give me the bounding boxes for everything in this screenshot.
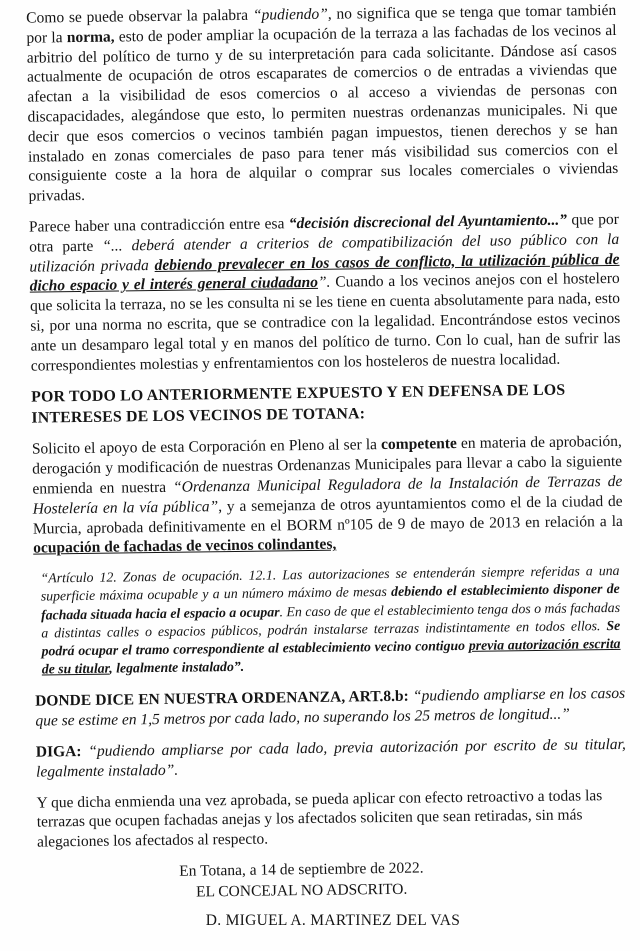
text-run: esto de poder ampliar la ocupación de la terraza a las fachadas de los vecinos al arbitrio del político de turno y de su interpretación para cada solicitante. Dándose así casos actualmente de ocupación de otros escaparates de comercios o de entradas a viviendas que afectan a la visibilidad de esos comercios o al acceso a viviendas de personas con discapacidades, alegándose que esto, lo permiten nuestras ordenanzas municipales. Ni que decir que esos comercios o vecinos también pagan impuestos, tienen derechos y se han instalado en zonas comerciales de paso para tener más visibilidad sus comercios con el consiguiente coste a la hora de alquilar o comprar sus locales comerciales o viviendas privadas. xyxy=(26,21,619,205)
text-run: , no significa que se tenga que tomar también por la xyxy=(26,1,617,47)
text-run: previa autorización escrita de su titular xyxy=(41,635,621,677)
paragraph-enmienda-retroactivo: Y que dicha enmienda una vez aprobada, se pueda aplicar con efecto retroactivo a todas las terrazas que ocupen fachadas anejas y los afectados soliciten que sean retiradas, sin más alegaciones los afectados al respecto. xyxy=(36,786,603,851)
text-run: Como se puede observar la palabra xyxy=(26,6,254,27)
text-run: , legalmente instalado”. xyxy=(109,659,245,676)
text-run: ocupación de fachadas de vecinos colindantes, xyxy=(33,535,337,557)
text-run: competente xyxy=(381,435,457,454)
paragraph-request xyxy=(32,432,624,558)
paragraph-donde-dice xyxy=(35,684,625,731)
text-run: que por otra parte xyxy=(29,210,620,256)
closing-block xyxy=(37,857,565,905)
text-run: Parece haber una contradicción entre esa xyxy=(28,215,289,236)
text-run: “Artículo 12. Zonas de ocupación. 12.1. Las autorizaciones se entenderán siempre referidas a una superficie máxima ocupable y a un número máximo de mesas xyxy=(40,563,620,604)
text-run: “Ordenanza Municipal Reguladora de la Instalación de Terrazas de Hostelería en la vía pública” xyxy=(32,472,623,518)
signature-name: D. MIGUEL A. MARTINEZ DEL VAS xyxy=(205,912,461,929)
blockquote-articulo-12 xyxy=(40,562,620,679)
text-run: DONDE DICE EN NUESTRA ORDENANZA, ART.8.b: xyxy=(35,687,414,710)
text-run: debiendo prevalecer en los casos de conflicto, la utilización pública de dicho espacio y el interés general ciudadano xyxy=(29,250,620,295)
paragraph-intro xyxy=(26,1,619,207)
text-run: Solicito el apoyo de esta Corporación en Pleno al ser la xyxy=(31,436,382,458)
text-run: Se podrá ocupar el tramo correspondiente al establecimiento vecino contiguo xyxy=(41,617,621,659)
text-run: en materia de aprobación, derogación y modificación de nuestras Ordenanzas Municipales para llevar a cabo la siguiente enmienda en nuestra xyxy=(32,433,623,498)
text-run: . En caso de que el establecimiento tenga dos o más fachadas a distintas calles o espacios públicos, podrán instalarse terrazas indistintamente en todos ellos. xyxy=(41,599,621,641)
closing-date: En Totana, a 14 de septiembre de 2022. xyxy=(179,859,424,880)
text-run: , y a semejanza de otros ayuntamientos como el de la ciudad de Murcia, aprobada definitivamente en el BORM nº105 de 9 de mayo de 2013 en relación a la xyxy=(32,492,623,538)
closing-role: EL CONCEJAL NO ADSCRITO. xyxy=(195,880,408,901)
text-run: Cuando a los vecinos anejos con el hostelero que solicita la terraza, no se les consulta ni se les tiene en cuenta absolutamente para nada, esto si, por una norma no escrita, que se contradice con la legalidad. Encontrándose estos vecinos ante un desamparo legal total y en manos del político de turno. Con lo cual, han de sufrir las correspondientes molestias y enfrentamientos con los hosteleros de nuestra localidad. xyxy=(29,270,621,375)
text-run: ”. xyxy=(317,273,336,292)
paragraph-contradiction xyxy=(29,210,621,376)
text-run: “pudiendo” xyxy=(252,5,328,24)
text-run: norma, xyxy=(66,28,115,46)
text-run: DIGA: xyxy=(35,742,89,761)
section-heading: POR TODO LO ANTERIORMENTE EXPUESTO Y EN DEFENSA DE LOS INTERESES DE LOS VECINOS DE TOTANA: xyxy=(31,381,566,427)
text-run: “decisión discrecional del Ayuntamiento...” xyxy=(288,211,568,233)
text-run: “pudiendo ampliarse por cada lado, previa autorización por escrito de su titular, legalmente instalado”. xyxy=(35,735,626,781)
text-run: debiendo el establecimiento disponer de fachada situada hacia el espacio a ocupar xyxy=(40,581,620,623)
text-run: “... deberá atender a criterios de compatibilización del uso público con la utilización privada xyxy=(29,230,620,276)
text-run: “pudiendo ampliarse en los casos que se estime en 1,5 metros por cada lado, no superando los 25 metros de longitud...” xyxy=(35,685,626,730)
paragraph-diga xyxy=(36,735,626,782)
